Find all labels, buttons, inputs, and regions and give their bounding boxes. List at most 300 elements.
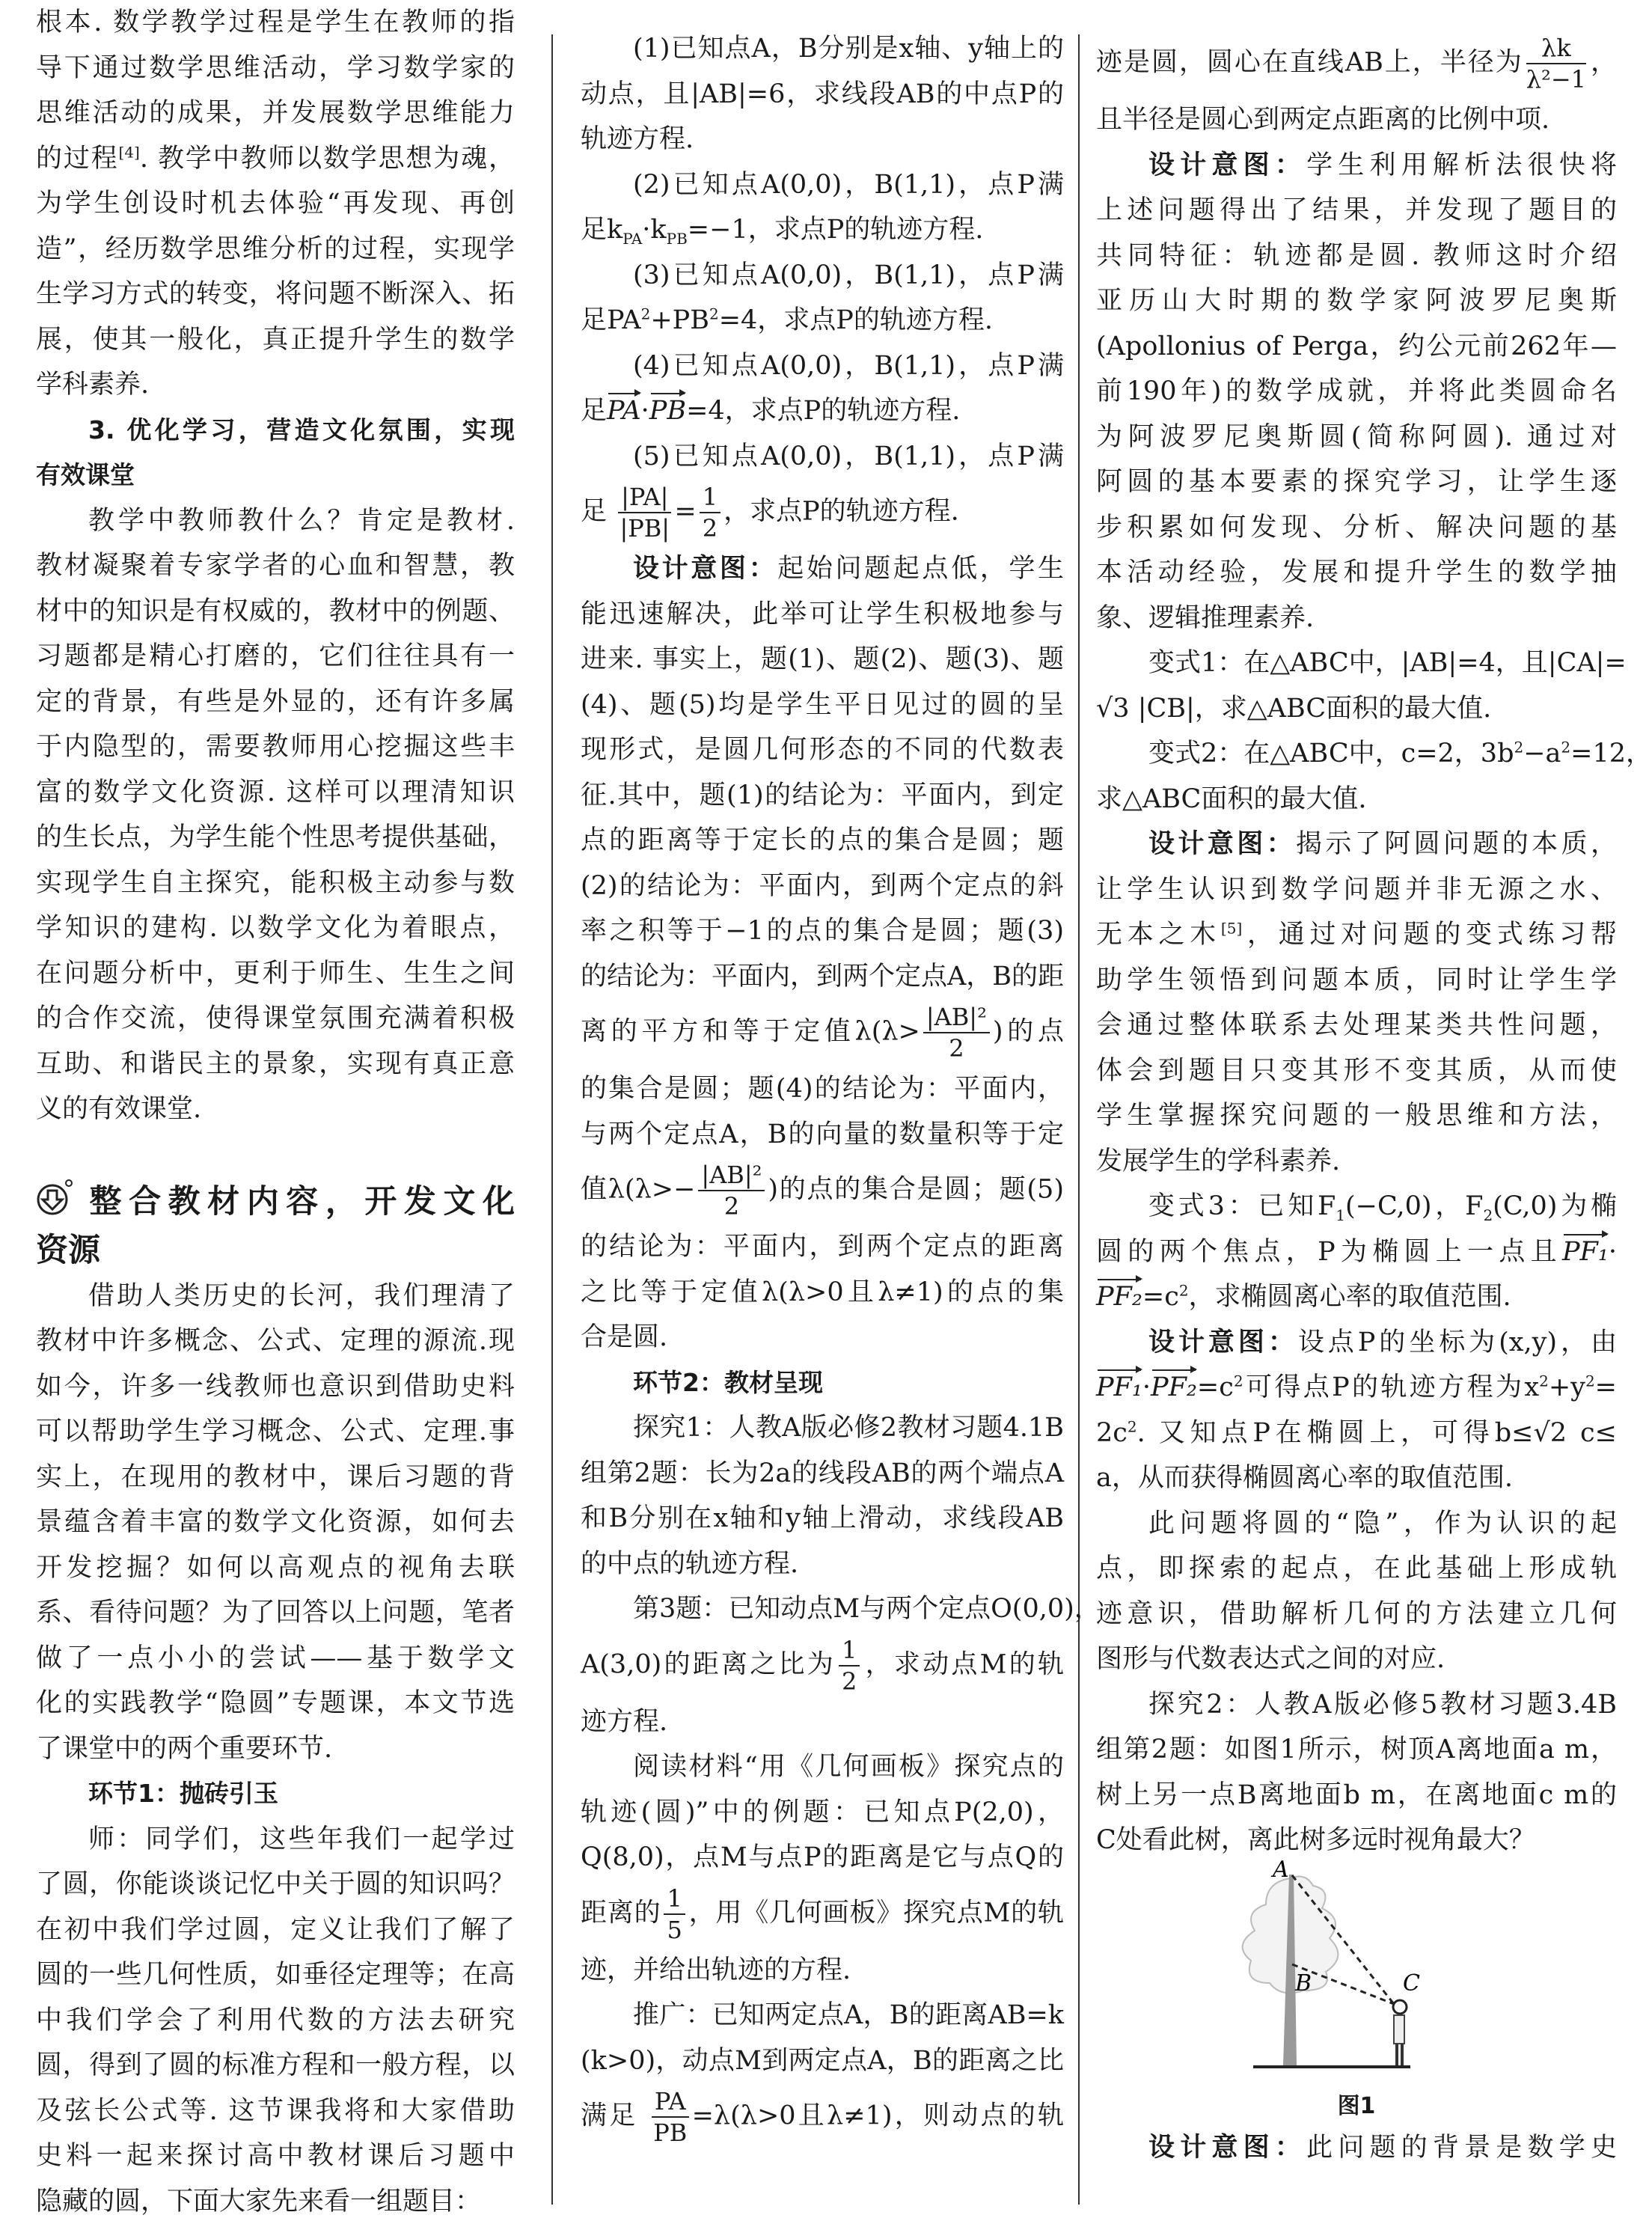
text-run: ，求点P的轨迹方程. (723, 497, 959, 527)
text-line (36, 2179, 515, 2224)
text-line (581, 864, 1064, 909)
text-run: 揭示了阿圆问题的本质， (1296, 829, 1617, 859)
text-run: 能迅速解决，此举可让学生积极地参与 (581, 599, 1064, 629)
text-run: 学科素养. (36, 370, 149, 400)
text-line (1096, 1501, 1617, 1547)
text-line (1096, 1139, 1617, 1185)
text-run: +PB (650, 305, 709, 335)
text-line (36, 1545, 515, 1591)
text-run: 迹方程. (581, 1707, 667, 1737)
text-run: 现形式，是圆几何形态的不同的代数表 (581, 735, 1064, 765)
text-line (581, 1112, 1064, 1158)
text-line (36, 1455, 515, 1500)
paragraph (1096, 1682, 1617, 1863)
text-line (1096, 2125, 1617, 2171)
fraction (698, 1160, 765, 1221)
text-run: 可得点P的轨迹方程为x (1243, 1372, 1540, 1402)
fraction-numerator: 1 (839, 1635, 860, 1667)
superscript: 2 (1234, 1372, 1243, 1390)
paragraph (581, 1586, 1064, 1744)
text-run: 圆的一些几何性质，如垂径定理等；在高 (36, 1960, 515, 1990)
column-divider-2 (1078, 34, 1080, 2205)
text-run: 点的距离等于定长的点的集合是圆；题 (581, 825, 1064, 855)
text-run: 实现学生自主探究，能积极主动参与数 (36, 868, 515, 898)
text-line (581, 727, 1064, 773)
text-run: 开发挖掘？如何以高观点的视角去联 (36, 1553, 515, 1583)
text-run: . 教学中教师以数学思想为魂， (140, 144, 515, 174)
text-run: 隐藏的圆，下面大家先来看一组题目： (36, 2187, 481, 2217)
bold-label: 设计意图： (1148, 150, 1306, 180)
text-run: 设点P的坐标为(x,y)，由 (1298, 1328, 1617, 1357)
text-line (1096, 278, 1617, 324)
text-run: 探究2：人教A版必修5教材习题3.4B (1148, 1690, 1617, 1720)
fraction-numerator: 1 (664, 1884, 685, 1915)
text-run: 造”，经历数学思维分析的过程，实现学 (36, 234, 515, 264)
text-line (1096, 1773, 1617, 1818)
text-line (581, 1224, 1064, 1270)
fraction-numerator: |PA| (618, 482, 671, 513)
text-run: 系、看待问题？为了回答以上问题，笔者 (36, 1598, 515, 1628)
text-run: 无本之木 (1096, 920, 1221, 950)
text-run: 史料一起来探讨高中教材课后习题中 (36, 2141, 515, 2171)
text-run: 为阿波罗尼奥斯圆(简称阿圆). 通过对 (1096, 422, 1617, 452)
text-run: 景蕴含着丰富的数学文化资源，如何去 (36, 1507, 515, 1537)
vector: PF₁ (1562, 1229, 1609, 1275)
superscript: [5] (1221, 919, 1242, 937)
text-line (1096, 324, 1617, 370)
subscript: 1 (1336, 1206, 1345, 1224)
superscript: 2 (1539, 1372, 1549, 1390)
column-divider-1 (551, 34, 553, 2205)
text-run: 探究1：人教A版必修2教材习题4.1B (633, 1413, 1064, 1443)
text-run: 此问题将圆的“隐”，作为认识的起 (1148, 1509, 1617, 1539)
text-line (36, 1907, 515, 1953)
paragraph (1096, 30, 1617, 143)
text-run: 足 (581, 396, 607, 426)
bold-label: 设计意图： (1148, 829, 1296, 859)
text-run: = (1595, 1372, 1617, 1402)
text-run: (4)、题(5)均是学生平日见过的圆的呈 (581, 690, 1064, 720)
text-run: 可以帮助学生学习概念、公式、定理.事 (36, 1417, 515, 1446)
text-line (36, 91, 515, 136)
fraction-denominator: 2 (700, 513, 721, 543)
text-line (1096, 233, 1617, 279)
text-run: 的合作交流，使得课堂氛围充满着积极 (36, 1003, 515, 1033)
text-line (581, 1451, 1064, 1497)
text-run: (5)已知点A(0,0)，B(1,1)，点P满 (633, 442, 1064, 471)
text-run: 阅读材料“用《几何画板》探究点的 (633, 1752, 1064, 1782)
text-line (36, 1179, 515, 1229)
paragraph (581, 546, 1064, 1360)
text-line (581, 1744, 1064, 1790)
superscript: [4] (119, 143, 140, 161)
text-line (581, 1948, 1064, 1994)
text-run: 生学习方式的转变，将问题不断深入、拓 (36, 279, 515, 309)
text-run: 距离的 (581, 1898, 661, 1928)
text-run: 的结论为：平面内，到两个定点A，B的距 (581, 962, 1064, 992)
superscript: 2 (1179, 1281, 1189, 1299)
text-line (36, 181, 515, 227)
text-line (581, 1835, 1064, 1881)
text-line (581, 253, 1064, 299)
text-line (581, 162, 1064, 208)
text-line (581, 1315, 1064, 1360)
text-line (36, 724, 515, 770)
text-line (36, 1998, 515, 2044)
text-line (1096, 777, 1617, 822)
text-run: 本活动经验，发展和提升学生的数学抽 (1096, 557, 1617, 587)
text-run: 足k (581, 215, 622, 245)
text-line (36, 453, 515, 498)
point-label-b: B (1294, 1970, 1312, 1997)
paragraph (1096, 143, 1617, 641)
fraction (618, 482, 671, 543)
text-run: 学生掌握探究问题的一般思维和方法， (1096, 1101, 1617, 1131)
text-line (36, 815, 515, 861)
fraction-numerator: 1 (700, 482, 721, 513)
text-line (1096, 1365, 1617, 1411)
text-line (1096, 30, 1617, 97)
text-run: 2c (1096, 1418, 1128, 1448)
text-run: =c (1142, 1282, 1179, 1312)
text-line (1096, 1682, 1617, 1728)
paragraph (1096, 1184, 1617, 1320)
superscript: 2 (1128, 1417, 1137, 1435)
text-line (1096, 958, 1617, 1003)
text-run: Q(8,0)，点M与点P的距离是它与点Q的 (581, 1842, 1064, 1872)
text-run: 整合教材内容，开发文化 (82, 1182, 515, 1220)
paragraph (1096, 2125, 1617, 2171)
text-line (581, 72, 1064, 117)
text-run: 迹，并给出轨迹的方程. (581, 1955, 851, 1985)
column-3-after-figure (1096, 2125, 1617, 2171)
section-heading (36, 1179, 515, 1274)
text-line (36, 996, 515, 1042)
column-3 (1096, 30, 1617, 2170)
column-1 (36, 0, 515, 2224)
text-run: 体会到题目只变其形不变其质，从而使 (1096, 1056, 1617, 1086)
text-line (1096, 731, 1617, 777)
fraction-numerator: |AB|² (698, 1160, 765, 1191)
text-run: =4，求点P的轨迹方程. (719, 305, 993, 335)
text-line (1096, 1274, 1617, 1320)
text-run: 变式1：在△ABC中，|AB|=4，且|CA|= (1148, 648, 1627, 678)
fraction-numerator: PA (652, 2086, 689, 2118)
text-line (1096, 459, 1617, 505)
text-run: (k>0)，动点M到两定点A，B的距离之比 (581, 2046, 1064, 2076)
text-run: (2)的结论为：平面内，到两个定点的斜 (581, 871, 1064, 901)
text-run: 展，使其一般化，真正提升学生的数学 (36, 325, 515, 355)
text-line (1096, 1637, 1617, 1682)
text-line (581, 1496, 1064, 1542)
text-run: 环节1：抛砖引玉 (88, 1779, 278, 1808)
text-run: +y (1549, 1372, 1585, 1402)
text-line (581, 682, 1064, 728)
text-run: 阿圆的基本要素的探究学习，让学生逐 (1096, 467, 1617, 497)
text-line (581, 908, 1064, 954)
text-run: 思维活动的成果，并发展数学思维能力 (36, 98, 515, 128)
text-line (36, 1771, 515, 1817)
text-line (1096, 822, 1617, 867)
text-run: 足 (581, 497, 615, 527)
text-run: 做了一点小小的尝试——基于数学文 (36, 1643, 515, 1673)
text-run: )的点的集合是圆；题(5) (768, 1175, 1064, 1205)
text-run: (Apollonius of Perga，约公元前262年— (1096, 332, 1617, 361)
fraction (700, 482, 721, 543)
text-run: ，求动点M的轨 (863, 1649, 1064, 1679)
text-run: 助学生领悟到问题本质，同时让学生学 (1096, 965, 1617, 995)
fraction (1526, 33, 1586, 94)
text-run: 的结论为：平面内，到两个定点的距离 (581, 1232, 1064, 1262)
text-line (581, 1632, 1064, 1699)
superscript: 2 (641, 305, 651, 323)
text-line (581, 343, 1064, 389)
text-run: 于内隐型的，需要教师用心挖掘这些丰 (36, 732, 515, 762)
text-line (36, 770, 515, 816)
text-line (1096, 641, 1617, 686)
text-line (36, 905, 515, 951)
vector: PB (649, 388, 686, 434)
superscript: 2 (1514, 738, 1523, 756)
subscript: 2 (1483, 1206, 1493, 1224)
text-line (1096, 369, 1617, 415)
text-line (581, 207, 1064, 253)
paragraph (581, 343, 1064, 434)
text-line (581, 592, 1064, 638)
text-line (36, 1274, 515, 1319)
text-run: 的集合是圆；题(4)的结论为：平面内， (581, 1074, 1064, 1104)
text-line (36, 2043, 515, 2089)
paragraph (581, 1405, 1064, 1586)
text-line (1096, 1546, 1617, 1592)
text-line (36, 1500, 515, 1545)
text-run: 与两个定点A，B的向量的数量积等于定 (581, 1119, 1064, 1149)
text-run: 的中点的轨迹方程. (581, 1549, 798, 1579)
bold-label: 设计意图： (633, 554, 777, 584)
text-line (1096, 686, 1617, 732)
text-run: 教材中许多概念、公式、定理的源流.现 (36, 1326, 515, 1356)
text-line (581, 1066, 1064, 1112)
fraction-numerator: |AB|² (923, 1002, 990, 1033)
text-line (581, 298, 1064, 343)
text-run: 点，即探索的起点，在此基础上形成轨 (1096, 1554, 1617, 1583)
text-line (581, 117, 1064, 162)
fraction (839, 1635, 860, 1696)
text-line (1096, 1048, 1617, 1094)
subscript: PA (622, 230, 642, 248)
text-run: 迹意识，借助解析几何的方法建立几何 (1096, 1599, 1617, 1629)
text-run: 上述问题得出了结果，并发现了题目的 (1096, 195, 1617, 225)
text-run: 材中的知识是有权威的，教材中的例题、 (36, 596, 515, 626)
text-run: 如今，许多一线教师也意识到借助史料 (36, 1372, 515, 1402)
text-line (36, 543, 515, 589)
text-run: 的生长点，为学生能个性思考提供基础， (36, 822, 515, 852)
text-line (36, 1228, 515, 1274)
superscript: 2 (1585, 1372, 1595, 1390)
text-line (581, 1542, 1064, 1587)
text-run: 学知识的建构. 以数学文化为着眼点， (36, 913, 515, 943)
text-run: 象、逻辑推理素养. (1096, 603, 1314, 633)
superscript: 2 (709, 305, 719, 323)
text-line (36, 589, 515, 635)
text-run: 借助人类历史的长河，我们理清了 (88, 1281, 515, 1311)
circled-down-arrow-icon (36, 1179, 73, 1229)
text-line (581, 1270, 1064, 1316)
text-line (36, 1726, 515, 1772)
paragraph (581, 253, 1064, 343)
tree-illustration (1096, 1871, 1617, 2088)
paragraph (36, 1274, 515, 1772)
text-run: =12， (1570, 739, 1652, 769)
paragraph (581, 1744, 1064, 1993)
text-line (581, 1157, 1064, 1224)
person-head (1393, 2000, 1407, 2014)
text-line (36, 362, 515, 408)
text-run: 习题都是精心打磨的，它们往往具有一 (36, 641, 515, 671)
text-line (36, 1952, 515, 1998)
text-line (36, 227, 515, 272)
text-run: (C,0)为椭 (1493, 1191, 1617, 1221)
text-run: A(3,0)的距离之比为 (581, 1649, 836, 1679)
text-line (581, 1699, 1064, 1745)
text-line (1096, 1093, 1617, 1139)
text-run: C处看此树，离此树多远时视角最大？ (1096, 1825, 1535, 1855)
paragraph (36, 498, 515, 1132)
section-heading (581, 1360, 1064, 1406)
text-run: 资源 (36, 1232, 100, 1269)
text-run: 化的实践教学“隐圆”专题课，本文节选 (36, 1688, 515, 1718)
text-run: 环节2：教材呈现 (633, 1368, 823, 1397)
text-line (36, 1364, 515, 1410)
text-line (581, 999, 1064, 1066)
text-line (581, 2038, 1064, 2084)
paragraph (1096, 731, 1617, 822)
fraction-denominator: 2 (839, 1667, 860, 1696)
text-run: · (641, 396, 649, 426)
text-line (581, 479, 1064, 546)
text-run: 有效课堂 (36, 460, 135, 489)
text-run: ，用《几何画板》探究点M的轨 (688, 1898, 1064, 1928)
text-run: = (674, 497, 696, 527)
text-run: 会通过整体联系去处理某类共性问题， (1096, 1010, 1617, 1040)
section-heading (36, 1771, 515, 1817)
fraction-denominator: λ²−1 (1526, 64, 1586, 94)
text-run: 求△ABC面积的最大值. (1096, 784, 1366, 814)
section-heading (36, 408, 515, 498)
text-run: 和B分别在x轴和y轴上滑动，求线段AB (581, 1503, 1064, 1533)
text-line (36, 272, 515, 317)
text-run: ，求椭圆离心率的取值范围. (1189, 1282, 1511, 1312)
paragraph (36, 1817, 515, 2224)
fraction (664, 1884, 685, 1945)
paragraph (1096, 641, 1617, 731)
text-line (36, 1590, 515, 1636)
text-line (36, 679, 515, 725)
text-run: =4，求点P的轨迹方程. (686, 396, 960, 426)
text-run: =c (1197, 1372, 1234, 1402)
text-run: √3 |CB|，求△ABC面积的最大值. (1096, 694, 1491, 724)
fraction-denominator: 5 (664, 1915, 685, 1945)
fraction (652, 2086, 689, 2148)
text-line (1096, 188, 1617, 233)
text-run: 根本. 数学教学过程是学生在教师的指 (36, 7, 515, 37)
text-line (36, 408, 515, 453)
text-run: (1)已知点A，B分别是x轴、y轴上的 (633, 34, 1064, 64)
text-line (36, 0, 515, 46)
figure-1-tree-diagram (1096, 1871, 1617, 2088)
column-2 (581, 26, 1064, 2151)
text-run: 变式2：在△ABC中，c=2，3b (1148, 739, 1514, 769)
paragraph (1096, 822, 1617, 1184)
paragraph (581, 1993, 1064, 2151)
text-line (36, 1409, 515, 1455)
text-run: 轨迹(圆)”中的例题：已知点P(2,0)， (581, 1797, 1064, 1827)
text-run: 征.其中，题(1)的结论为：平面内，到定 (581, 780, 1064, 810)
text-run: 步积累如何发现、分析、解决问题的基 (1096, 513, 1617, 543)
text-run: 3. 优化学习，营造文化氛围，实现 (88, 415, 515, 445)
text-run: ·k (642, 215, 666, 245)
text-line (581, 954, 1064, 1000)
text-run: 在问题分析中，更利于师生、生生之间 (36, 959, 515, 989)
paragraph (36, 0, 515, 408)
text-line (581, 1405, 1064, 1451)
text-run: 的过程 (36, 144, 119, 174)
text-run: =λ(λ>0且λ≠1)，则动点的轨 (692, 2101, 1064, 2131)
text-run: 圆，得到了圆的标准方程和一般方程，以 (36, 2050, 515, 2080)
text-line (1096, 415, 1617, 460)
point-label-c: C (1403, 1970, 1420, 1997)
point-label-a: A (1270, 1857, 1289, 1883)
text-run: 发展学生的学科素养. (1096, 1146, 1340, 1176)
text-run: · (1609, 1237, 1617, 1267)
text-run: 共同特征：轨迹都是圆. 教师这时介绍 (1096, 241, 1617, 271)
text-line (581, 1790, 1064, 1836)
text-run: 合是圆. (581, 1322, 667, 1352)
text-line (1096, 550, 1617, 596)
text-run: 且半径是圆心到两定点距离的比例中项. (1096, 105, 1549, 135)
text-run: 定的背景，有些是外显的，还有许多属 (36, 687, 515, 717)
text-line (581, 818, 1064, 864)
text-line (581, 1586, 1064, 1632)
paragraph (1096, 1501, 1617, 1682)
text-run: 推广：已知两定点A，B的距离AB=k (633, 2000, 1064, 2030)
text-run: 离的平方和等于定值λ(λ> (581, 1017, 920, 1047)
text-line (581, 2083, 1064, 2151)
text-run: (2)已知点A(0,0)，B(1,1)，点P满 (633, 170, 1064, 200)
text-run: 及弦长公式等. 这节课我将和大家借助 (36, 2096, 515, 2126)
text-run: 让学生认识到数学问题并非无源之水、 (1096, 875, 1617, 905)
text-line (36, 498, 515, 544)
text-run: 富的数学文化资源. 这样可以理清知识 (36, 778, 515, 807)
text-line (36, 46, 515, 91)
text-run: 实上，在现用的教材中，课后习题的背 (36, 1462, 515, 1492)
text-run: . 又知点P在椭圆上，可得b≤√2 c≤ (1137, 1418, 1617, 1448)
text-run: 足PA (581, 305, 641, 335)
text-line (36, 1042, 515, 1087)
text-run: 为学生创设时机去体验“再发现、再创 (36, 189, 515, 219)
vector: PF₁ (1096, 1365, 1142, 1411)
paragraph (581, 162, 1064, 253)
text-run: · (1142, 1372, 1151, 1402)
text-line (1096, 867, 1617, 913)
text-line (581, 1993, 1064, 2038)
text-line (1096, 1592, 1617, 1637)
text-run: 教学中教师教什么？肯定是教材. (88, 506, 515, 536)
text-line (1096, 1455, 1617, 1501)
paragraph (581, 434, 1064, 547)
superscript: 2 (1561, 738, 1570, 756)
text-line (581, 1881, 1064, 1948)
